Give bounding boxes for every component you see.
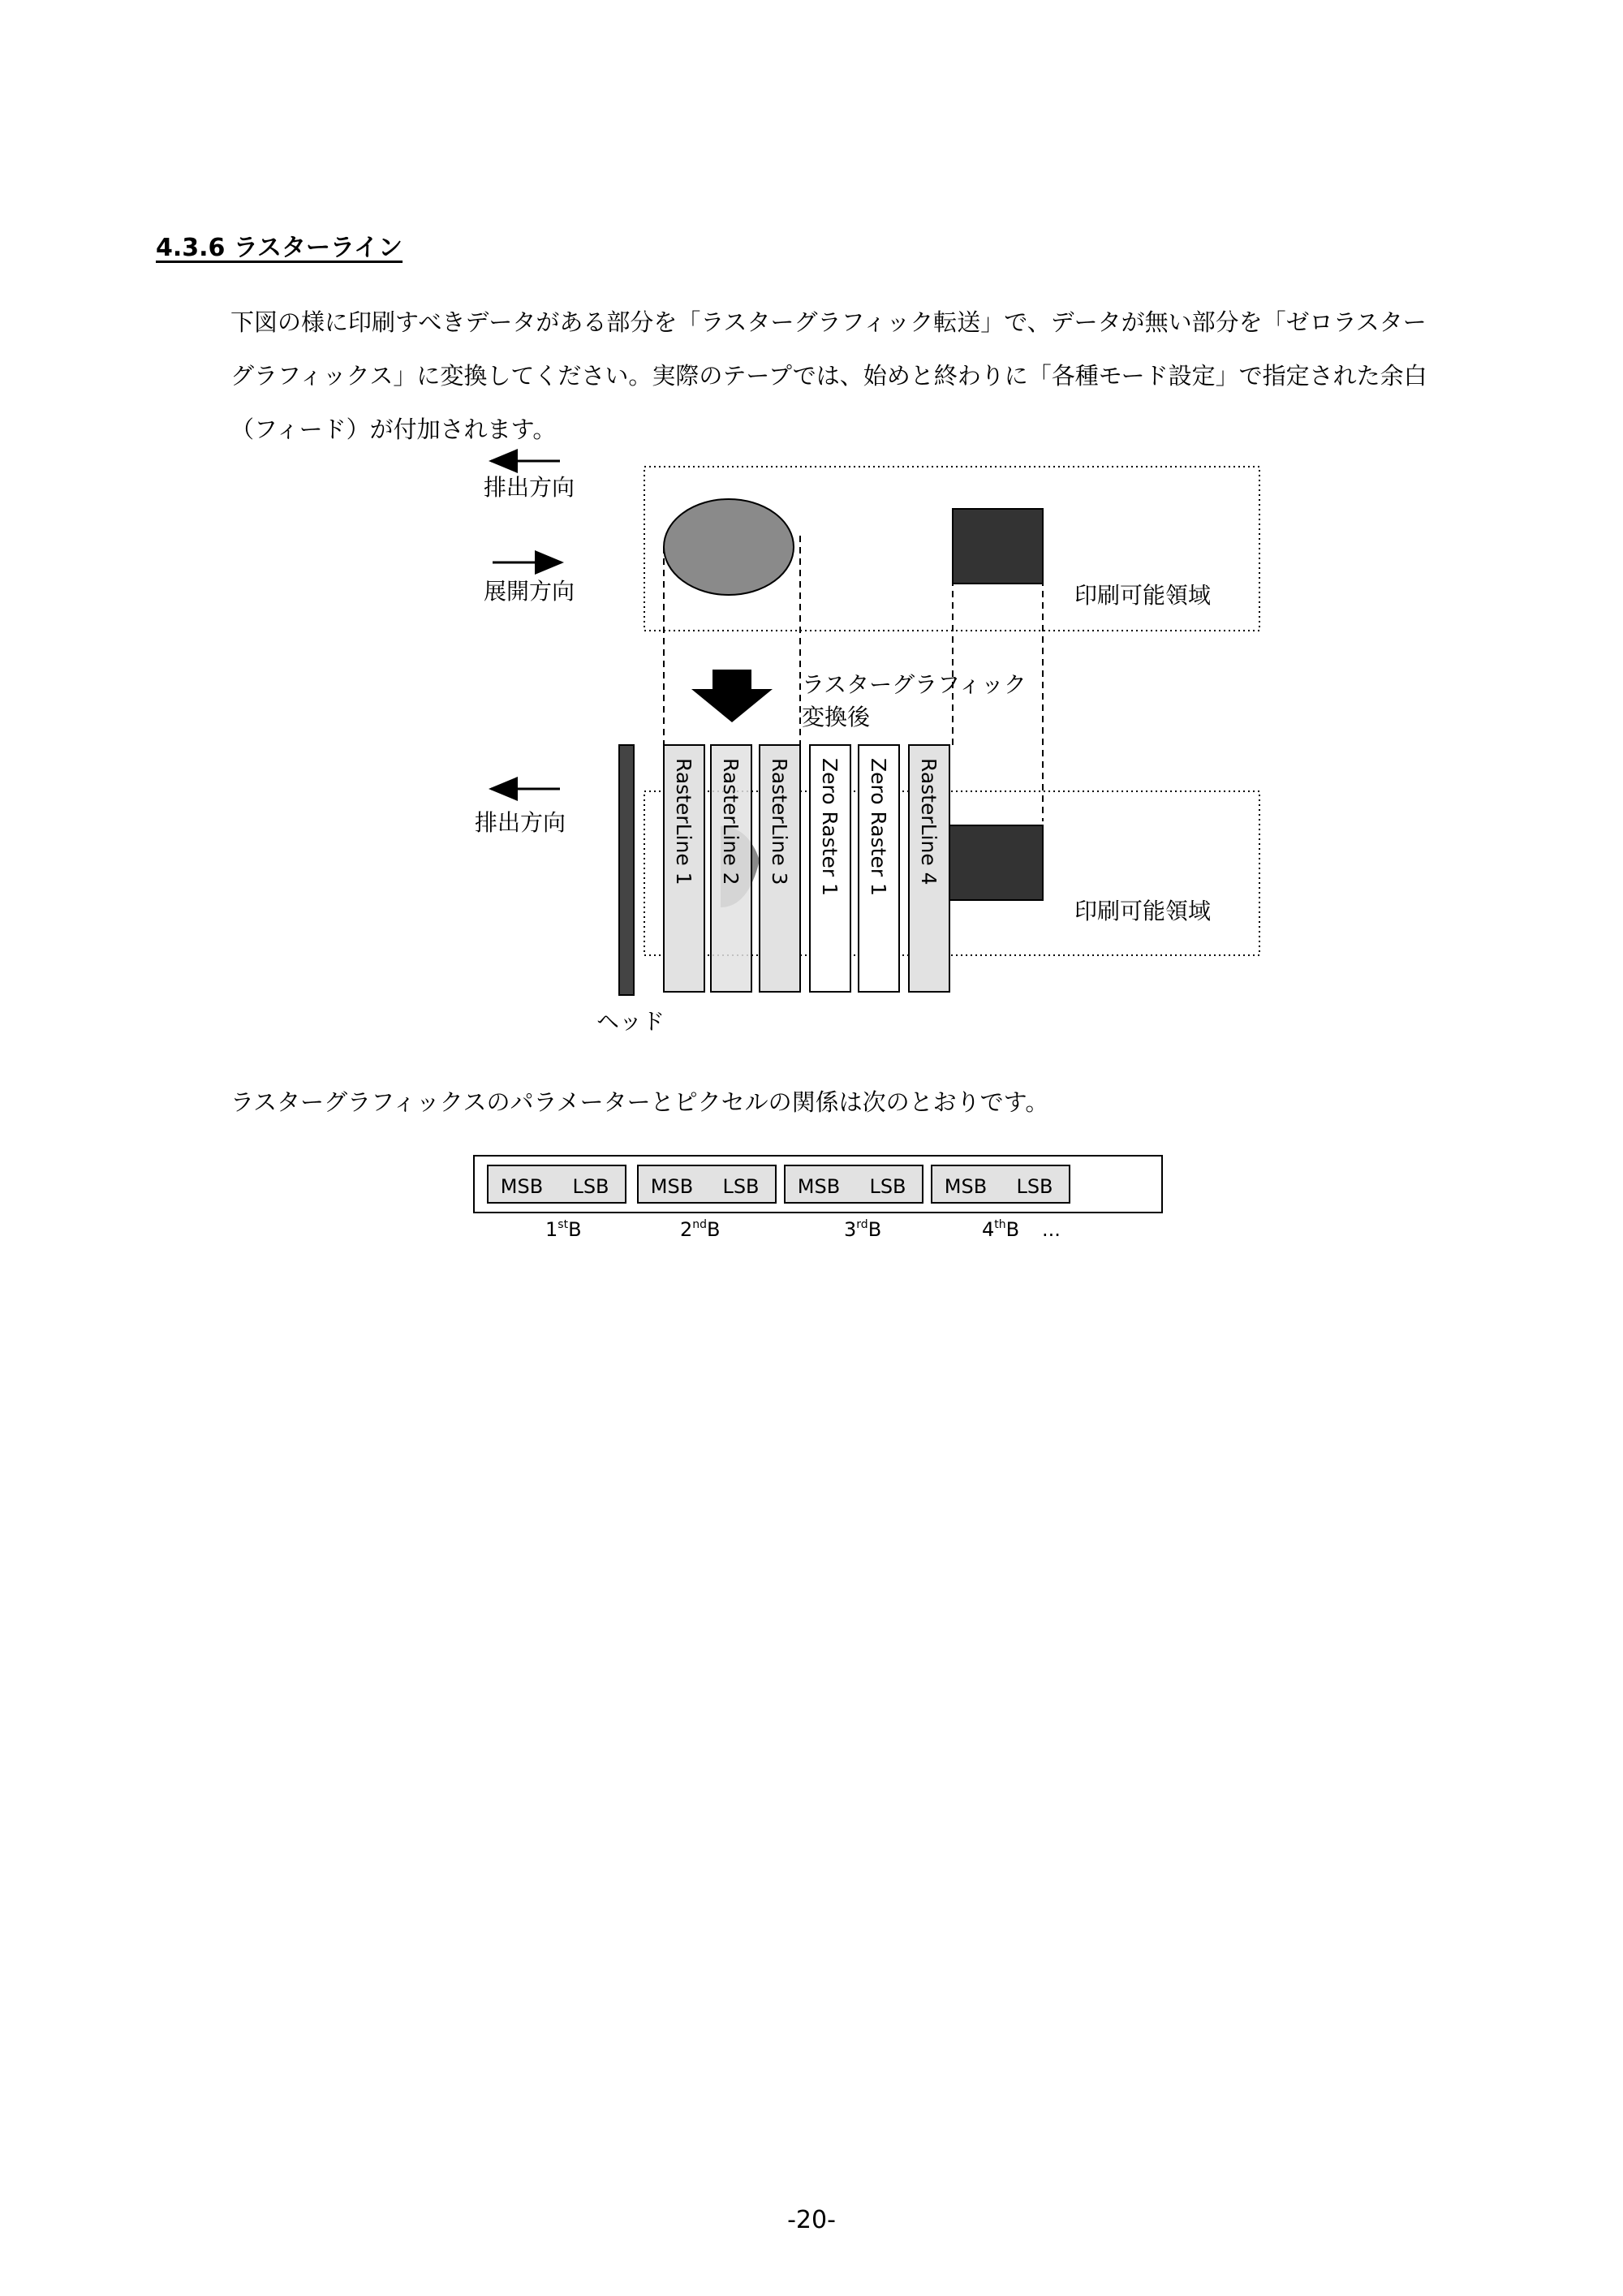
paragraph-line: 下図の様に印刷すべきデータがある部分を「ラスターグラフィック転送」で、データが無い部分を「ゼロラスター (230, 308, 1427, 336)
msb-label: MSB (500, 1175, 544, 1198)
byte-index-label: 1stB (545, 1218, 582, 1241)
conversion-label-line1: ラスターグラフィック (802, 671, 1027, 698)
ellipsis-label: ... (1042, 1218, 1061, 1241)
paragraph-line: （フィード）が付加されます。 (230, 416, 557, 443)
msb-label: MSB (650, 1175, 694, 1198)
discharge-direction-label: 排出方向 (484, 474, 575, 501)
discharge-direction-label: 排出方向 (475, 809, 566, 836)
byte-index-label: 2ndB (680, 1218, 721, 1241)
strip-label: Zero Raster 1 (818, 758, 842, 896)
byte-index-label: 3rdB (844, 1218, 882, 1241)
print-head (619, 745, 634, 995)
expand-direction-label: 展開方向 (484, 578, 575, 605)
paragraph-line: グラフィックス」に変換してください。実際のテープでは、始めと終わりに「各種モード設定」で指定された余白 (230, 362, 1427, 390)
msb-label: MSB (797, 1175, 841, 1198)
strip-label: RasterLine 3 (768, 758, 791, 885)
strip-label: Zero Raster 1 (867, 758, 890, 896)
msb-label: MSB (944, 1175, 988, 1198)
byte-bit-order-diagram (0, 1152, 1623, 1266)
ellipse-shape (664, 499, 794, 595)
conversion-label-line2: 変換後 (802, 704, 871, 730)
byte-index-label: 4thB (982, 1218, 1020, 1241)
strip-label: RasterLine 4 (917, 758, 941, 885)
square-shape (953, 509, 1043, 584)
head-label: ヘッド (596, 1008, 665, 1035)
printable-area-label: 印刷可能領域 (1074, 898, 1212, 924)
lsb-label: LSB (869, 1175, 906, 1198)
printable-area-label: 印刷可能領域 (1074, 582, 1212, 609)
pixel-relation-paragraph: ラスターグラフィックスのパラメーターとピクセルの関係は次のとおりです。 (230, 1088, 1049, 1116)
raster-line-diagram (0, 0, 1623, 1071)
lsb-label: LSB (722, 1175, 760, 1198)
lsb-label: LSB (572, 1175, 609, 1198)
section-heading: 4.3.6 ラスターライン (156, 234, 403, 262)
strip-label: RasterLine 1 (672, 758, 695, 885)
lsb-label: LSB (1016, 1175, 1053, 1198)
strip-label: RasterLine 2 (719, 758, 743, 885)
down-arrow-icon (691, 670, 773, 722)
page-number: -20- (787, 2206, 836, 2234)
